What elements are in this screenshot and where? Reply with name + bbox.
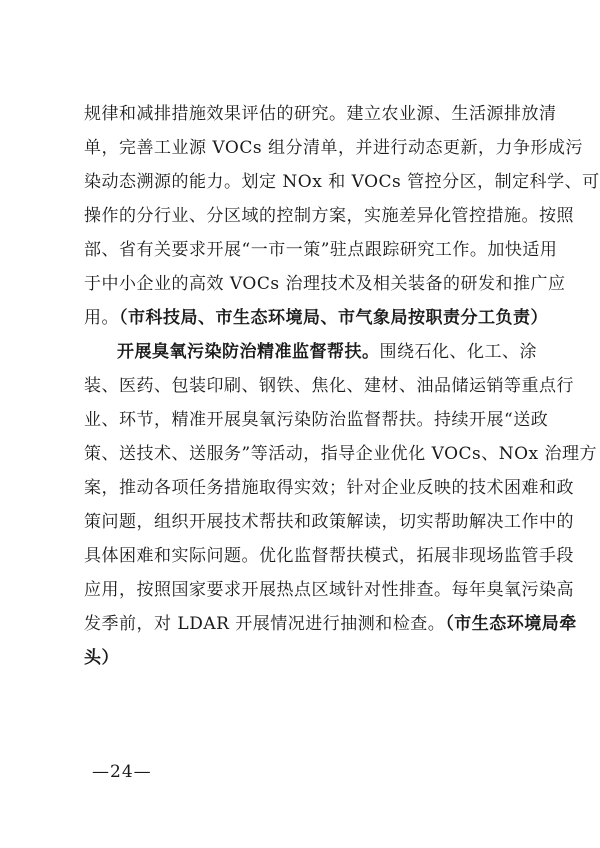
paragraph-heading: 开展臭氧污染防治精准监督帮扶。 bbox=[117, 342, 380, 362]
text-line: 于中小企业的高效 VOCs 治理技术及相关装备的研发和推广应 bbox=[84, 274, 566, 294]
text-span: 用。 bbox=[84, 308, 119, 328]
text-span: 发季前，对 LDAR 开展情况进行抽测和检查。 bbox=[84, 614, 446, 634]
page-number: —24— bbox=[92, 762, 152, 782]
text-line: 装、医药、包装印刷、钢铁、焦化、建材、油品储运销等重点行 bbox=[84, 376, 574, 396]
text-span: 围绕石化、化工、涂 bbox=[379, 342, 537, 362]
text-line bbox=[84, 610, 577, 638]
text-line: 单，完善工业源 VOCs 组分清单，并进行动态更新，力争形成污 bbox=[84, 138, 583, 158]
text-line: 规律和减排措施效果评估的研究。建立农业源、生活源排放清 bbox=[84, 104, 557, 124]
text-line: 操作的分行业、分区域的控制方案，实施差异化管控措施。按照 bbox=[84, 206, 574, 226]
text-line: 部、省有关要求开展“一市一策”驻点跟踪研究工作。加快适用 bbox=[84, 240, 558, 260]
text-line: 应用，按照国家要求开展热点区域针对性排查。每年臭氧污染高 bbox=[84, 580, 574, 600]
text-line bbox=[117, 338, 537, 366]
text-line: 具体困难和实际问题。优化监督帮扶模式，拓展非现场监管手段 bbox=[84, 546, 574, 566]
responsibility-note: （市科技局、市生态环境局、市气象局按职责分工负责） bbox=[119, 308, 548, 328]
text-line: 业、环节，精准开展臭氧污染防治监督帮扶。持续开展“送政 bbox=[84, 410, 549, 430]
responsibility-note: 头） bbox=[84, 648, 119, 668]
text-line bbox=[84, 304, 548, 332]
text-line: 案，推动各项任务措施取得实效；针对企业反映的技术困难和政 bbox=[84, 478, 574, 498]
text-line bbox=[84, 644, 516, 672]
text-line: 策、送技术、送服务”等活动，指导企业优化 VOCs、NOx 治理方 bbox=[84, 444, 598, 464]
responsibility-note: （市生态环境局牵 bbox=[445, 614, 577, 634]
text-line: 策问题，组织开展技术帮扶和政策解读，切实帮助解决工作中的 bbox=[84, 512, 574, 532]
text-line: 染动态溯源的能力。划定 NOx 和 VOCs 管控分区，制定科学、可 bbox=[84, 172, 600, 192]
